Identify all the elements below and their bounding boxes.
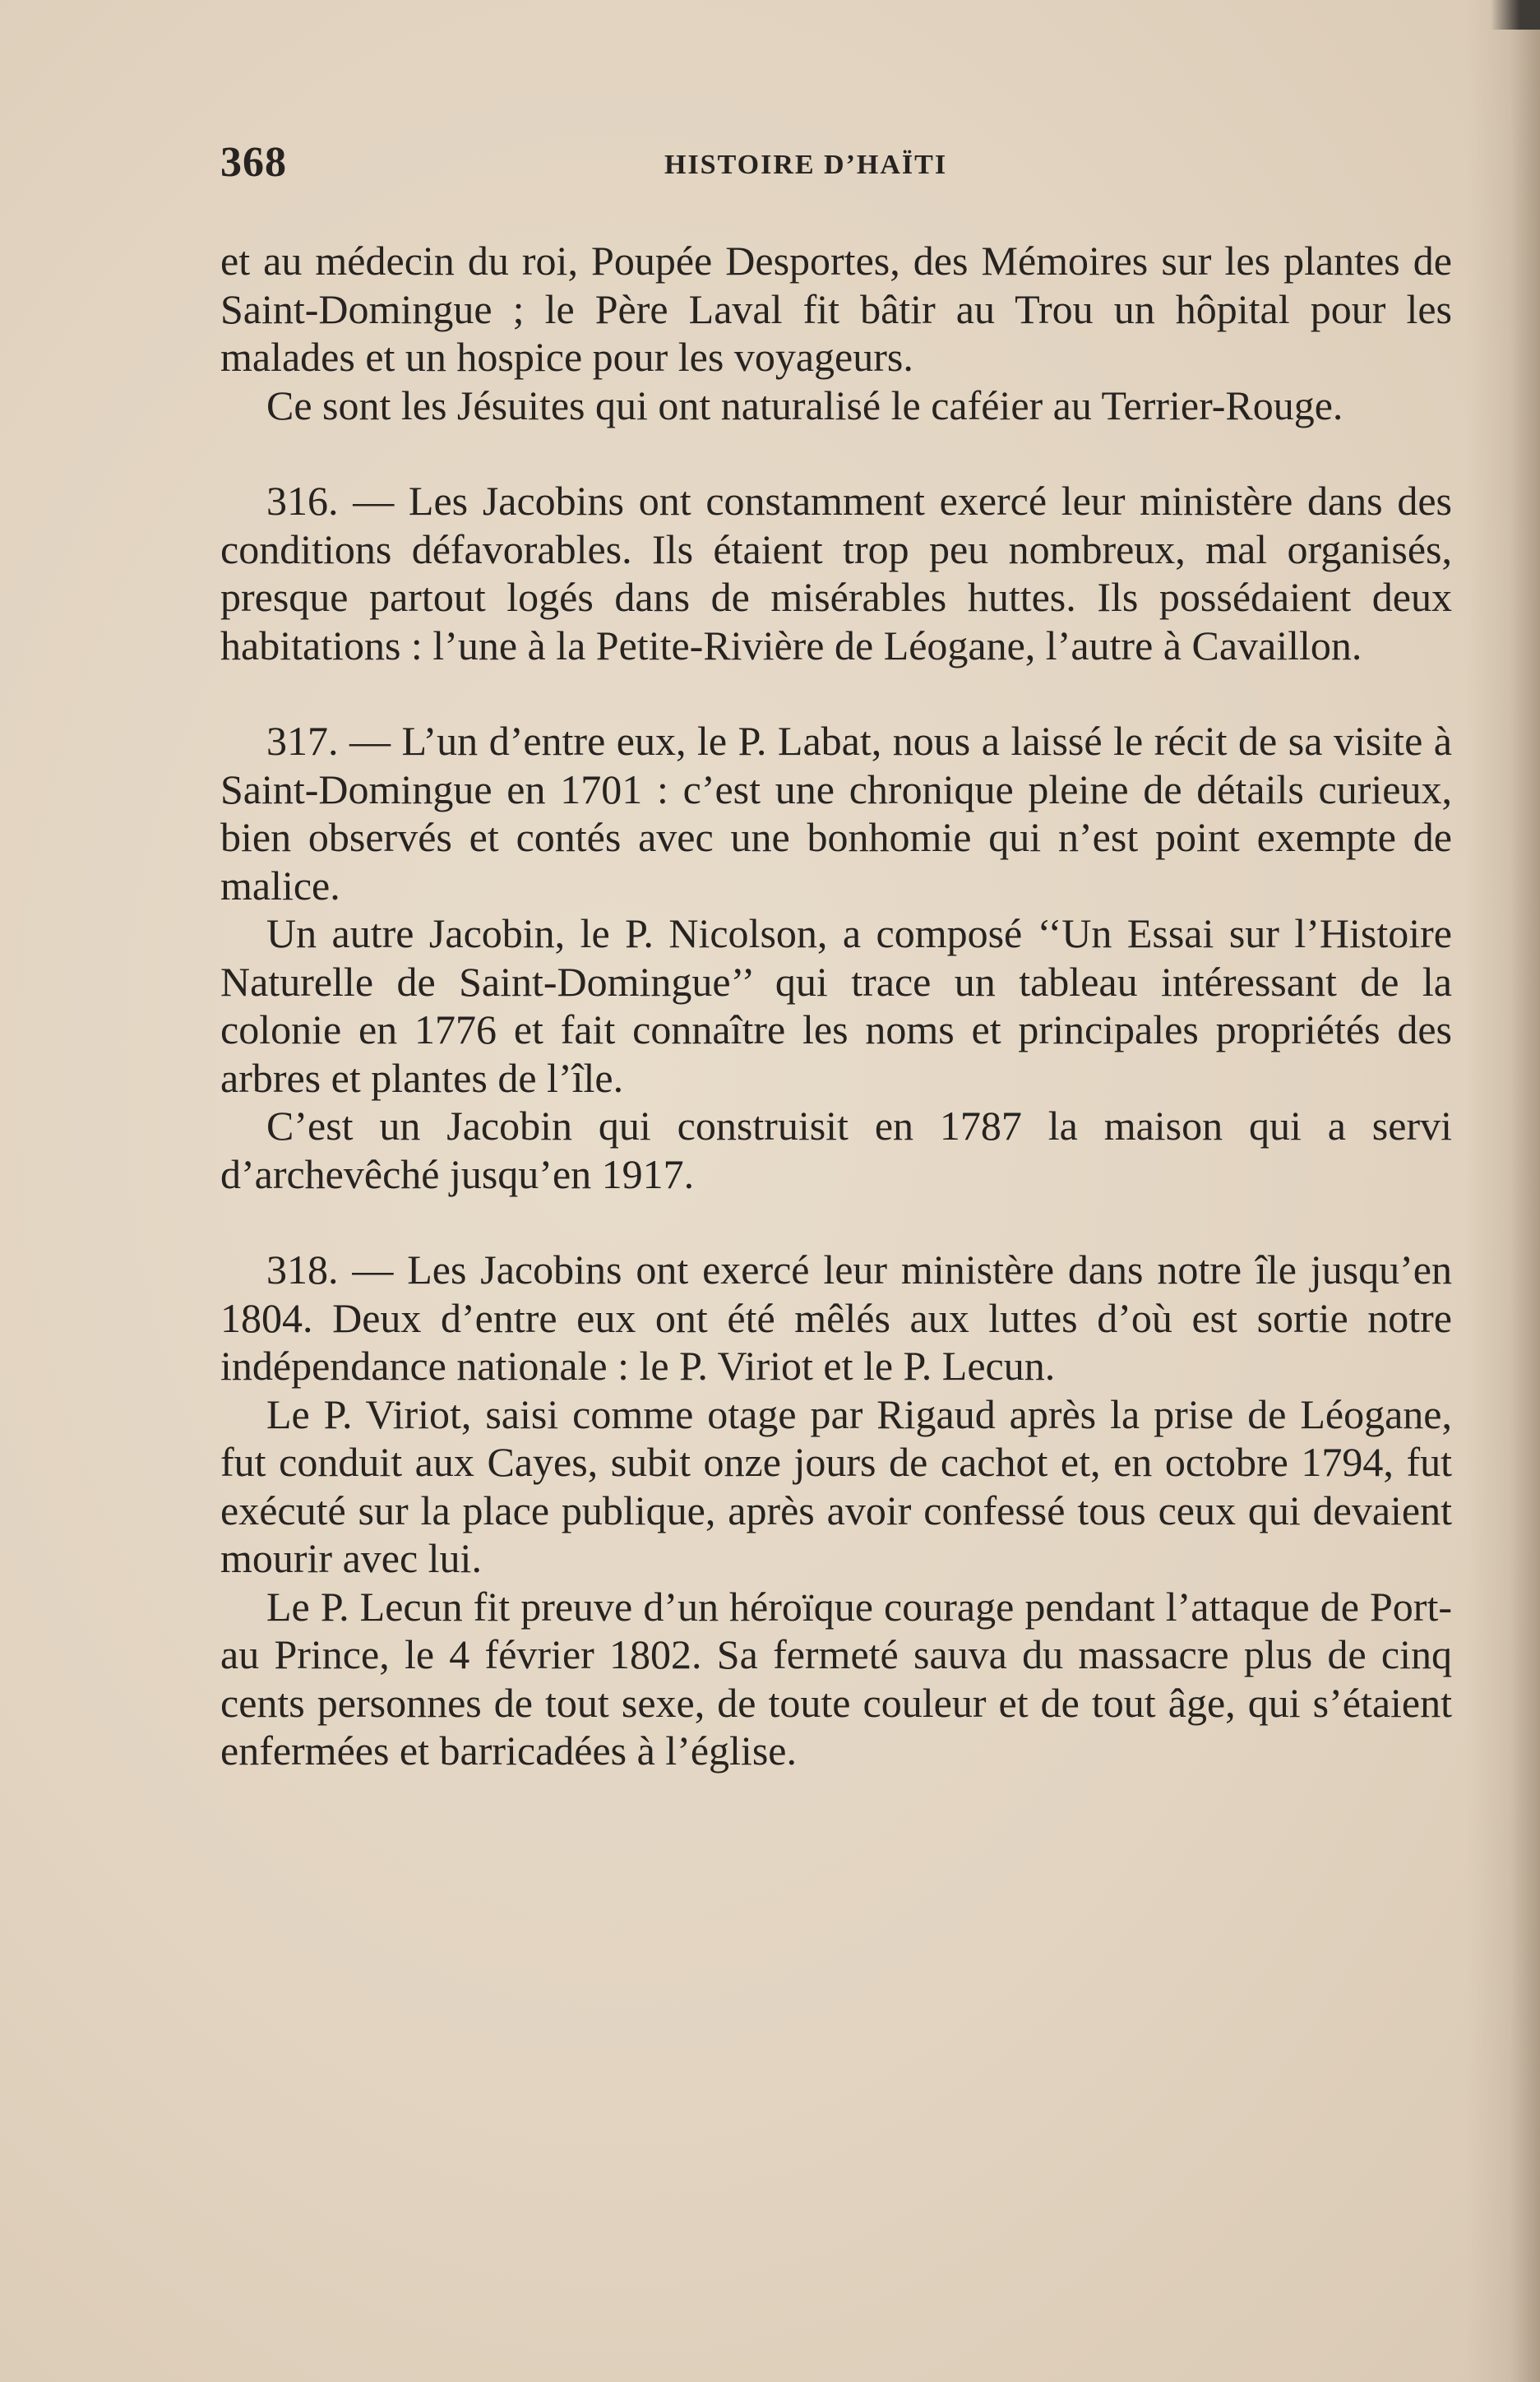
paragraph-nicolson: Un autre Jacobin, le P. Nicolson, a composé ‘‘Un Essai sur l’Histoire Naturelle de Saint-Domingue’’ qui trace un tableau intéressant de la colonie en 1776 et fait connaître les noms et principales propriétés des arbres et plantes de l’île. <box>220 910 1452 1101</box>
running-head: HISTOIRE D’HAÏTI <box>664 150 948 180</box>
paragraph-archeveche: C’est un Jacobin qui construisit en 1787 la maison qui a servi d’archevêché jusqu’en 1917. <box>220 1103 1452 1197</box>
paragraph-viriot: Le P. Viriot, saisi comme otage par Rigaud après la prise de Léogane, fut conduit aux Cayes, subit onze jours de cachot et, en octobre 1794, fut exécuté sur la place publique, après avoir confessé tous ceux qui devaient mourir avec lui. <box>220 1390 1452 1581</box>
page-header <box>220 138 1454 187</box>
binding-shadow <box>1466 0 1540 2382</box>
paragraph-continuation: et au médecin du roi, Poupée Desportes, des Mémoires sur les plantes de Saint-Domingue ; le Père Laval fit bâtir au Trou un hôpital pour les malades et un hospice pour les voyageurs. <box>220 238 1452 380</box>
page-number: 368 <box>220 139 287 186</box>
paragraph-jesuits-cafeier: Ce sont les Jésuites qui ont naturalisé le caféier au Terrier-Rouge. <box>266 382 1343 428</box>
paragraph-316: 316. — Les Jacobins ont constamment exercé leur ministère dans des conditions défavorables. Ils étaient trop peu nombreux, mal organisés, presque partout logés dans de misérables huttes. Ils possédaient deux habitations : l’une à la Petite-Rivière de Léogane, l’autre à Cavaillon. <box>220 478 1452 668</box>
scan-corner-edge <box>1491 0 1540 30</box>
paragraph-318: 318. — Les Jacobins ont exercé leur ministère dans notre île jusqu’en 1804. Deux d’entre eux ont été mêlés aux luttes d’où est sortie notre indépendance nationale : le P. Viriot et le P. Lecun. <box>220 1247 1452 1389</box>
body-text <box>220 237 1452 1775</box>
paragraph-317: 317. — L’un d’entre eux, le P. Labat, nous a laissé le récit de sa visite à Saint-Domingue en 1701 : c’est une chronique pleine de détails curieux, bien observés et contés avec une bonhomie qui n’est point exempte de malice. <box>220 718 1452 909</box>
paragraph-lecun: Le P. Lecun fit preuve d’un héroïque courage pendant l’attaque de Port-au Prince, le 4 février 1802. Sa fermeté sauva du massacre plus de cinq cents personnes de tout sexe, de toute couleur et de tout âge, qui s’étaient enfermées et barricadées à l’église. <box>220 1583 1452 1774</box>
